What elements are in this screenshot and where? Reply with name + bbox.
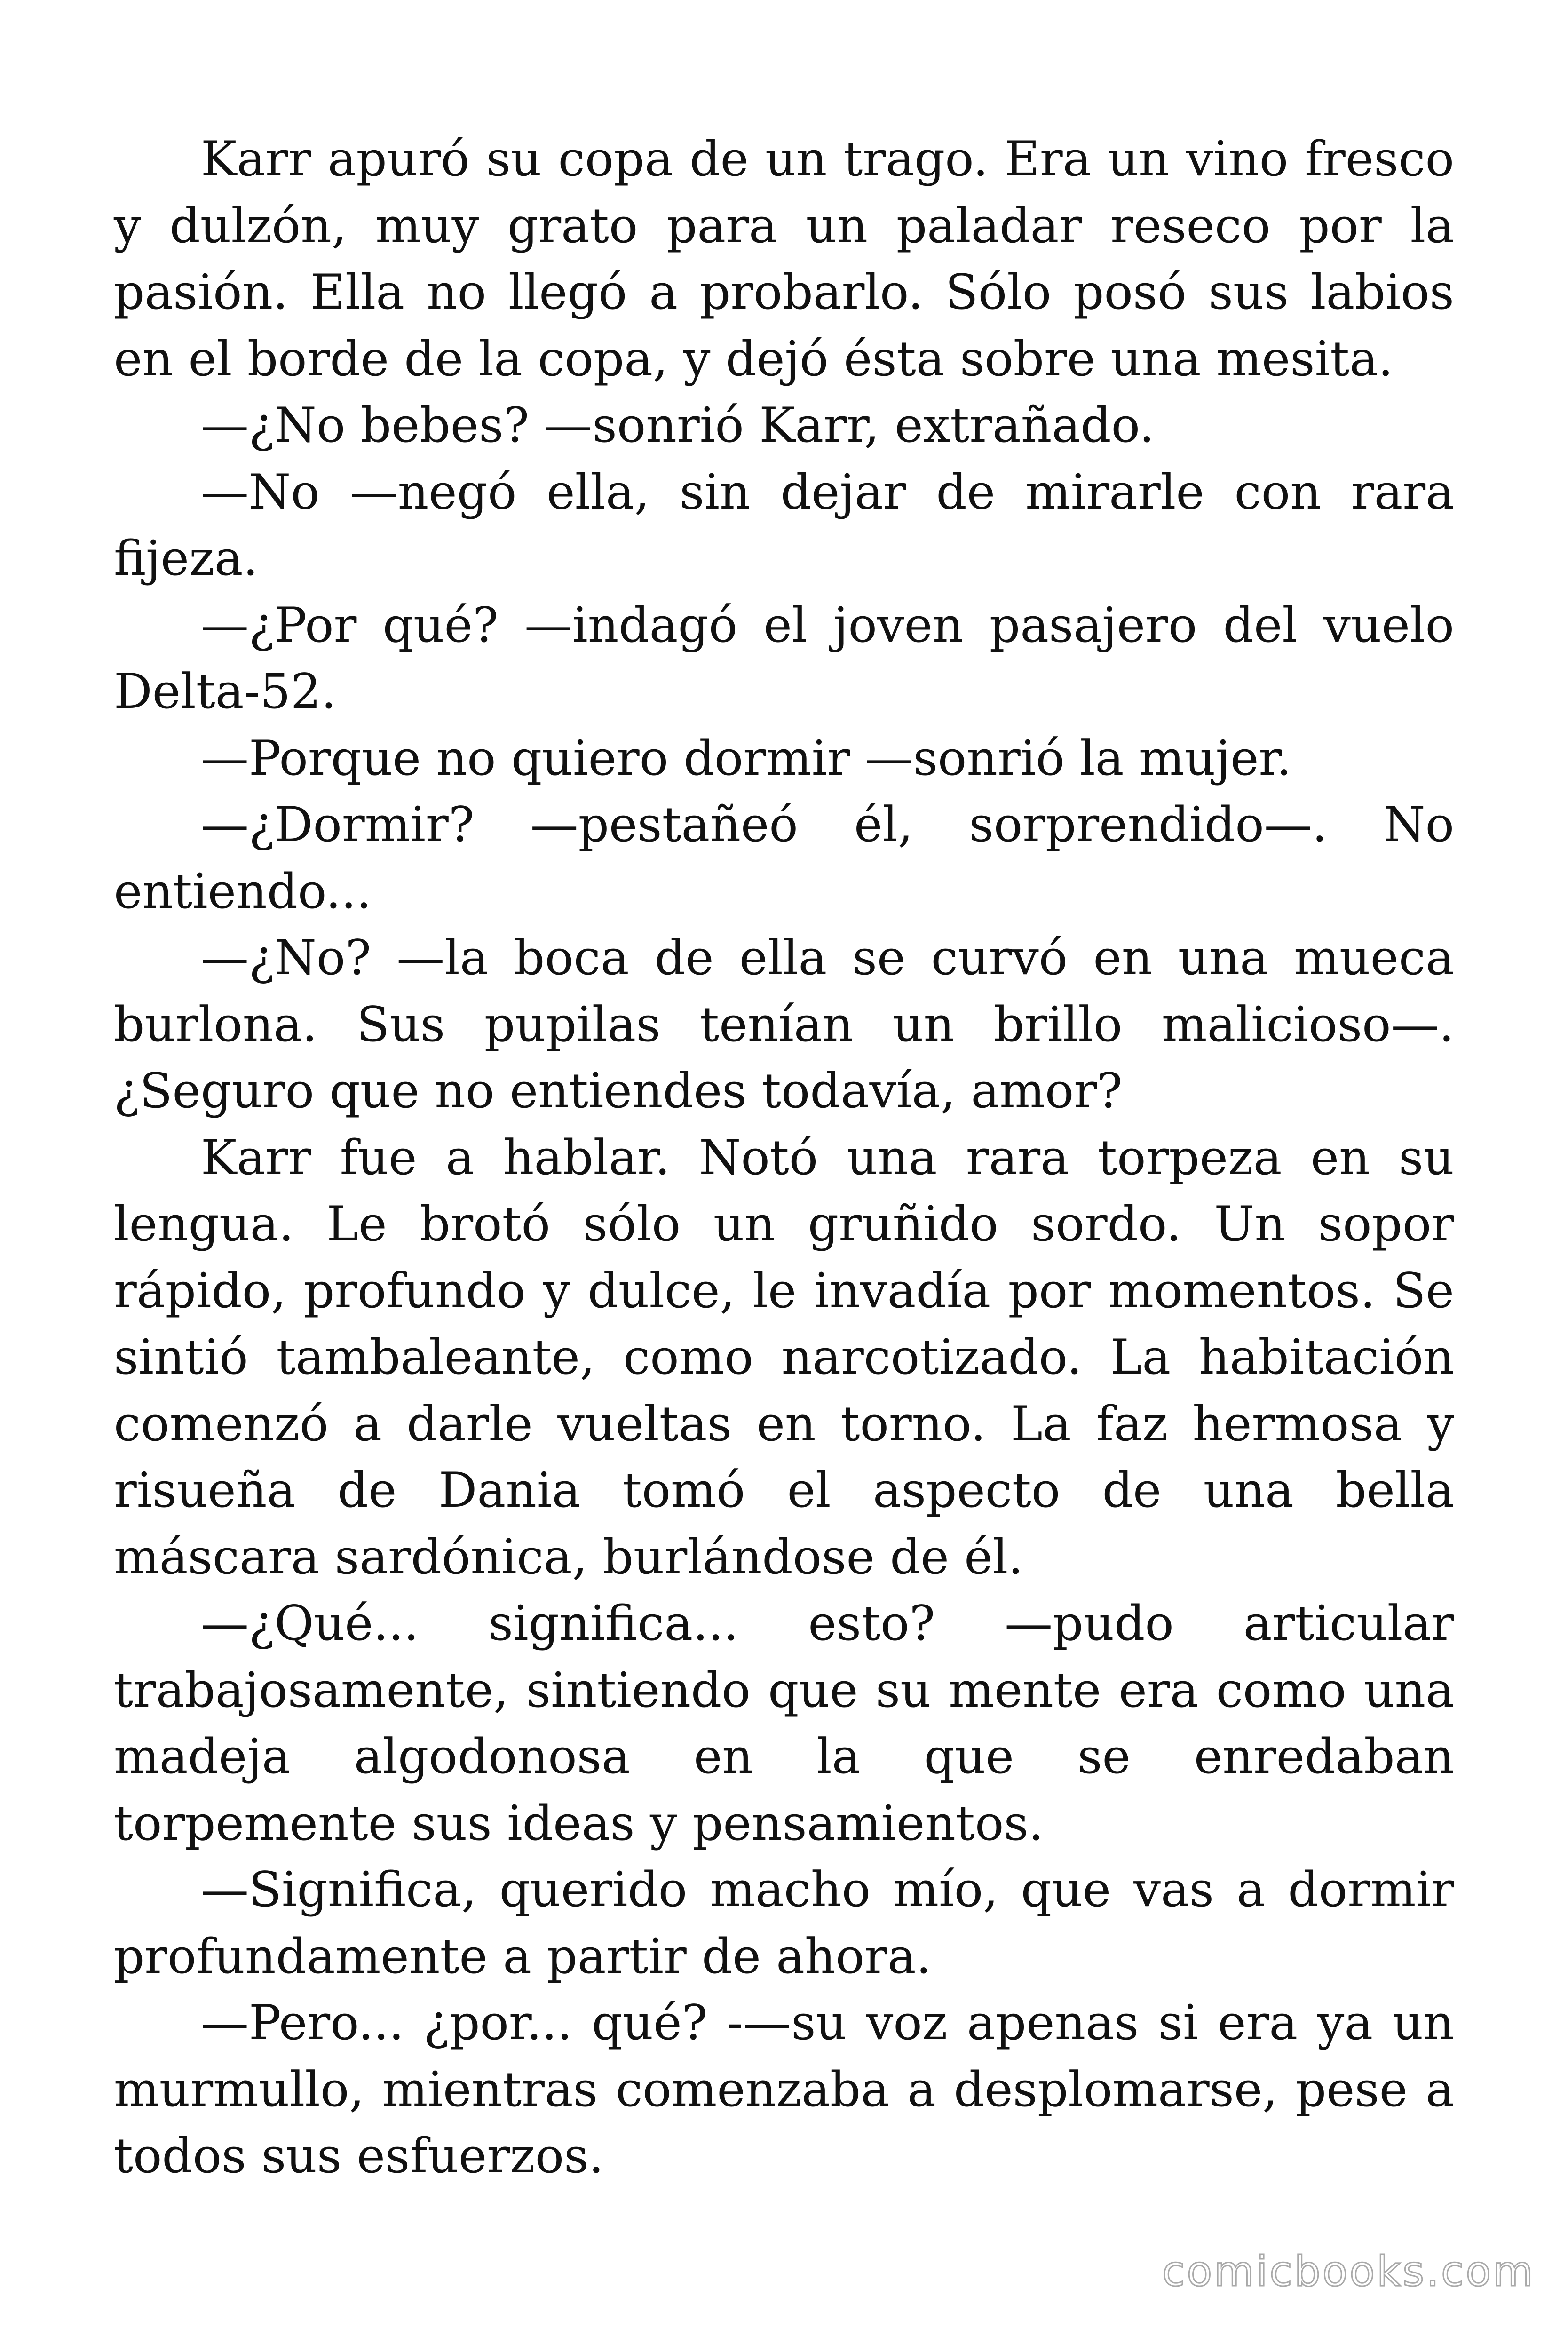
paragraph: —¿Qué... significa... esto? —pudo articular trabajosamente, sintiendo que su mente era como una madeja algodonosa en la que se enredaban torpemente sus ideas y pensamientos. bbox=[114, 1596, 1454, 1851]
paragraph: —¿No? —la boca de ella se curvó en una mueca burlona. Sus pupilas tenían un brillo malicioso—. ¿Seguro que no entiendes todavía, amor? bbox=[114, 930, 1454, 1119]
paragraph: —¿Dormir? —pestañeó él, sorprendido—. No entiendo... bbox=[114, 797, 1454, 920]
paragraph: Karr apuró su copa de un trago. Era un vino fresco y dulzón, muy grato para un paladar reseco por la pasión. Ella no llegó a probarlo. Sólo posó sus labios en el borde de la copa, y dejó ésta sobre una mesita. bbox=[114, 131, 1454, 387]
page-body-text bbox=[114, 126, 1454, 2190]
paragraph: —Significa, querido macho mío, que vas a dormir profundamente a partir de ahora. bbox=[114, 1862, 1454, 1985]
watermark: comicbooks.com bbox=[1162, 2247, 1535, 2296]
paragraph: —Porque no quiero dormir —sonrió la mujer. bbox=[201, 730, 1292, 787]
paragraph: —¿No bebes? —sonrió Karr, extrañado. bbox=[201, 397, 1155, 453]
paragraph: —No —negó ella, sin dejar de mirarle con rara fijeza. bbox=[114, 464, 1454, 587]
paragraph: Karr fue a hablar. Notó una rara torpeza en su lengua. Le brotó sólo un gruñido sordo. Un sopor rápido, profundo y dulce, le invadía por momentos. Se sintió tambaleante, como narcotizado. La habitación comenzó a darle vueltas en torno. La faz hermosa y risueña de Dania tomó el aspecto de una bella máscara sardónica, burlándose de él. bbox=[114, 1129, 1454, 1585]
paragraph: —Pero... ¿por... qué? -—su voz apenas si era ya un murmullo, mientras comenzaba a desplomarse, pese a todos sus esfuerzos. bbox=[114, 1995, 1454, 2184]
paragraph: —¿Por qué? —indagó el joven pasajero del vuelo Delta-52. bbox=[114, 597, 1454, 720]
